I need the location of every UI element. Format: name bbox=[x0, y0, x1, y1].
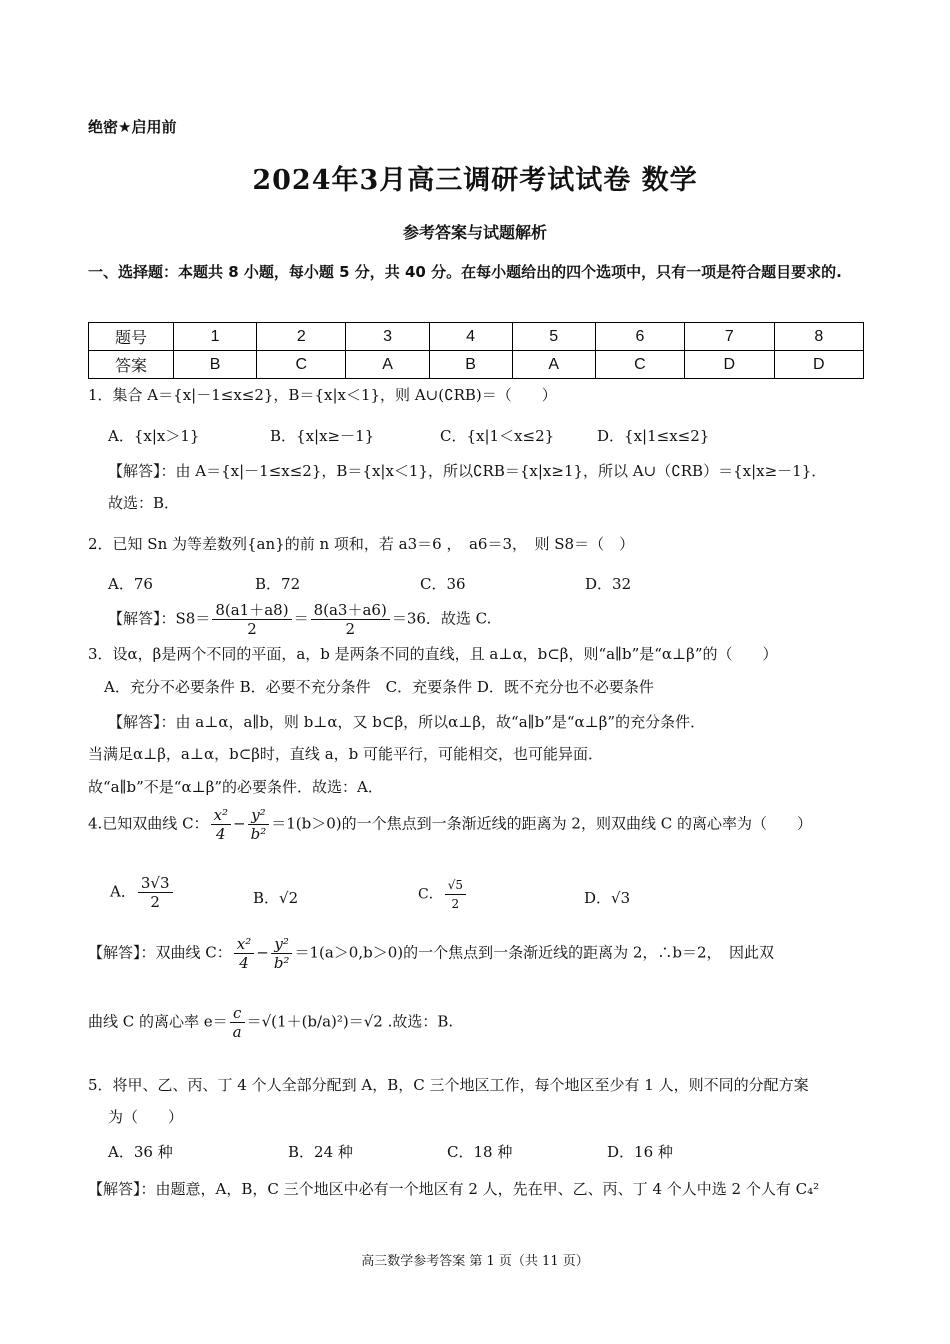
fraction-denominator: 2 bbox=[247, 620, 257, 638]
q2-option-c: C．36 bbox=[420, 575, 466, 593]
fraction-numerator: 8(a1＋a8) bbox=[212, 601, 291, 620]
q3-solution-1: 【解答】：由 a⊥α，a∥b，则 b⊥α，又 b⊂β，所以α⊥β，故“a∥b”是“α⊥β”的充分条件． bbox=[108, 713, 706, 731]
table-cell: D bbox=[685, 351, 774, 379]
table-cell: B bbox=[429, 351, 512, 379]
q4-stem: 4.已知双曲线 C： $\frac{\text{x²}}{4}$ − $\frac{\text{y²}}{\text{b²}}$ ＝1(b＞0)的一个焦点到一条渐近线的距离为 2，则双曲线 C 的离心率为（ ） bbox=[88, 806, 812, 843]
answer-table-row-numbers bbox=[89, 323, 864, 351]
fraction-numerator: x² bbox=[234, 935, 254, 954]
answer-table bbox=[88, 322, 864, 379]
q4-fraction-x bbox=[211, 806, 231, 843]
fraction-denominator: b² bbox=[273, 954, 290, 972]
table-cell: 2 bbox=[257, 323, 346, 351]
q4-stem-equation: ＝1(b＞0) bbox=[271, 814, 342, 833]
q2-fraction-2 bbox=[311, 601, 390, 638]
q5-option-b: B．24 种 bbox=[288, 1143, 353, 1161]
fraction-numerator: x² bbox=[211, 806, 231, 825]
q5-option-a: A．36 种 bbox=[108, 1143, 173, 1161]
section-heading bbox=[88, 256, 878, 288]
q4-option-a bbox=[110, 874, 175, 911]
q5-option-d: D．16 种 bbox=[607, 1143, 673, 1161]
table-cell: 8 bbox=[774, 323, 863, 351]
q4-option-b: B．√2 bbox=[253, 889, 299, 907]
table-cell: A bbox=[512, 351, 595, 379]
q2-fraction-1 bbox=[212, 601, 291, 638]
fraction-denominator: b² bbox=[250, 825, 267, 843]
q2-solution-lhs: S8＝ bbox=[175, 609, 211, 628]
q4-option-a-label: A． bbox=[110, 882, 136, 901]
q2-option-d: D．32 bbox=[585, 575, 632, 593]
q4-solution2-mid: ＝√(1＋(b/a)²) bbox=[246, 1012, 349, 1031]
q4-option-c-label: C． bbox=[418, 886, 443, 903]
page-subtitle: 参考答案与试题解析 bbox=[402, 223, 547, 242]
q4-solution-suffix: 的一个焦点到一条渐近线的距离为 2，∴b＝2， 因此双 bbox=[403, 943, 775, 962]
fraction-numerator: y² bbox=[248, 806, 270, 825]
section-heading-text: 一、选择题：本题共 8 小题，每小题 5 分，共 40 分。在每小题给出的四个选项中，只有一项是符合题目要求的. bbox=[88, 263, 842, 281]
q3-options: A．充分不必要条件 B．必要不充分条件 C．充要条件 D．既不充分也不必要条件 bbox=[104, 678, 654, 696]
q1-solution: 【解答】：由 A＝{x|－1≤x≤2}，B＝{x|x＜1}，所以∁RB＝{x|x≥1}，所以 A∪（∁RB）＝{x|x≥－1}． bbox=[108, 462, 827, 480]
table-cell: C bbox=[257, 351, 346, 379]
q2-option-a: A．76 bbox=[108, 575, 153, 593]
q5-option-c: C．18 种 bbox=[447, 1143, 513, 1161]
fraction-numerator: 8(a3＋a6) bbox=[311, 601, 390, 620]
q4-option-a-fraction bbox=[138, 874, 173, 911]
q1-stem: 1．集合 A＝{x|－1≤x≤2}，B＝{x|x＜1}，则 A∪(∁RB)＝（ ） bbox=[88, 386, 557, 404]
q2-option-b: B．72 bbox=[255, 575, 301, 593]
q3-solution-2: 当满足α⊥β，a⊥α，b⊂β时，直线 a，b 可能平行，可能相交，也可能异面． bbox=[88, 745, 604, 763]
page-footer: 高三数学参考答案 第 1 页（共 11 页） bbox=[361, 1254, 589, 1269]
fraction-denominator: 2 bbox=[150, 893, 160, 911]
q1-option-c: C．{x|1＜x≤2} bbox=[440, 427, 555, 445]
table-cell: 1 bbox=[174, 323, 257, 351]
fraction-denominator: a bbox=[232, 1023, 242, 1041]
q4-solution-equation: ＝1(a＞0,b＞0) bbox=[294, 943, 404, 962]
q4-solution-fraction-y bbox=[271, 935, 293, 972]
q5-solution: 【解答】：由题意，A，B，C 三个地区中必有一个地区有 2 人，先在甲、乙、丙、丁 4 个人中选 2 个人有 C₄² bbox=[88, 1180, 820, 1198]
equals-sign: ＝ bbox=[293, 609, 309, 628]
q5-stem-line-1: 5．将甲、乙、丙、丁 4 个人全部分配到 A，B，C 三个地区工作，每个地区至少有 1 人，则不同的分配方案 bbox=[88, 1076, 809, 1094]
table-header-answer: 答案 bbox=[89, 351, 174, 379]
q5-stem-line-2: 为（ ） bbox=[108, 1108, 184, 1126]
table-cell: A bbox=[346, 351, 429, 379]
q3-stem: 3．设α，β是两个不同的平面，a，b 是两条不同的直线，且 a⊥α，b⊂β，则“a∥b”是“α⊥β”的（ ） bbox=[88, 645, 778, 663]
q4-option-c bbox=[418, 876, 468, 913]
fraction-denominator: 4 bbox=[239, 954, 249, 972]
q2-solution-prefix: 【解答】： bbox=[108, 609, 176, 628]
q2-solution-suffix: ＝36．故选 C. bbox=[391, 609, 492, 628]
q4-fraction-y bbox=[248, 806, 270, 843]
q4-solution2-prefix: 曲线 C 的离心率 e＝ bbox=[88, 1012, 228, 1031]
fraction-numerator: 3√3 bbox=[138, 874, 173, 893]
q4-solution-1: 【解答】：双曲线 C： $\frac{\text{x²}}{4}$ − $\frac{\text{y²}}{\text{b²}}$ ＝1(a＞0,b＞0)的一个焦点到一条渐近线的距离为 2，∴b＝2， 因此双 bbox=[88, 935, 775, 972]
q4-solution-fraction-x bbox=[234, 935, 254, 972]
q1-option-d: D．{x|1≤x≤2} bbox=[597, 427, 710, 445]
page-title: 2024年3月高三调研考试试卷 数学 bbox=[252, 165, 698, 196]
q4-solution-2 bbox=[88, 1004, 453, 1041]
fraction-numerator: y² bbox=[271, 935, 293, 954]
q1-answer: 故选：B． bbox=[108, 494, 180, 512]
q4-option-d: D．√3 bbox=[584, 889, 631, 907]
fraction-denominator: 2 bbox=[345, 620, 355, 638]
q1-option-a: A．{x|x＞1} bbox=[108, 427, 200, 445]
q4-solution-fraction-ca bbox=[230, 1004, 245, 1041]
confidential-label: 绝密★启用前 bbox=[88, 118, 177, 136]
table-cell: 5 bbox=[512, 323, 595, 351]
table-header-number: 题号 bbox=[89, 323, 174, 351]
q4-stem-prefix: 4.已知双曲线 C： bbox=[88, 814, 209, 833]
q4-solution2-suffix: ＝√2 .故选：B. bbox=[348, 1012, 454, 1031]
q2-stem: 2．已知 Sn 为等差数列{an}的前 n 项和，若 a3＝6 ， a6＝3， 则 S8＝（ ） bbox=[88, 535, 635, 553]
q2-solution bbox=[108, 601, 491, 638]
q1-option-b: B．{x|x≥－1} bbox=[270, 427, 375, 445]
table-cell: 4 bbox=[429, 323, 512, 351]
fraction-numerator: c bbox=[230, 1004, 245, 1023]
table-cell: 7 bbox=[685, 323, 774, 351]
fraction-denominator: 2 bbox=[451, 897, 460, 911]
q4-stem-suffix: 的一个焦点到一条渐近线的距离为 2，则双曲线 C 的离心率为（ ） bbox=[341, 814, 812, 833]
table-cell: B bbox=[174, 351, 257, 379]
q3-solution-3: 故“a∥b”不是“α⊥β”的必要条件．故选：A． bbox=[88, 778, 383, 796]
table-cell: C bbox=[595, 351, 684, 379]
fraction-denominator: 4 bbox=[216, 825, 226, 843]
table-cell: D bbox=[774, 351, 863, 379]
table-cell: 3 bbox=[346, 323, 429, 351]
q4-solution-prefix: 【解答】：双曲线 C： bbox=[88, 943, 232, 962]
answer-table-row-answers bbox=[89, 351, 864, 379]
fraction-numerator: √5 bbox=[445, 876, 466, 895]
q4-option-c-fraction bbox=[445, 876, 466, 913]
table-cell: 6 bbox=[595, 323, 684, 351]
